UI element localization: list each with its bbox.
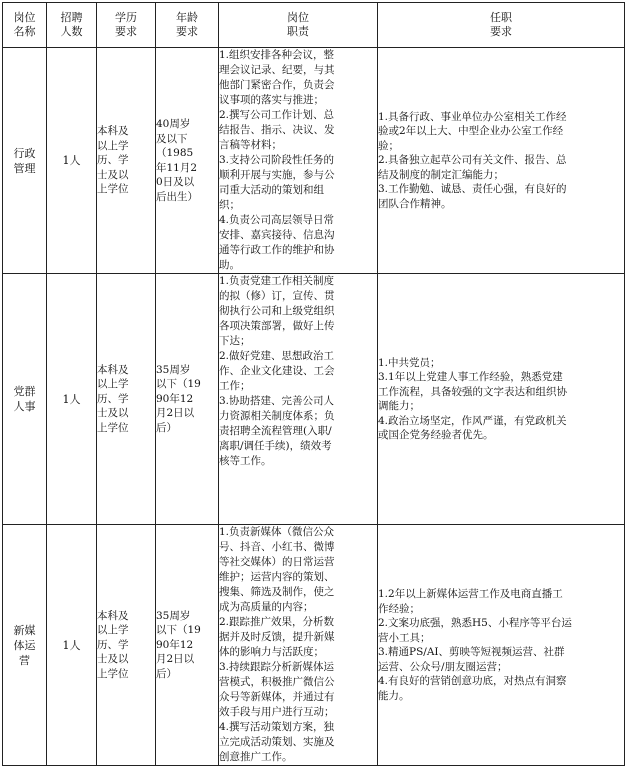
table-header-row	[3, 3, 625, 48]
text-line: 1.负责党建工作相关制度	[219, 275, 335, 287]
education-cell	[97, 274, 156, 525]
age-cell	[156, 274, 219, 525]
text-line: 搜集、筛选及制作，使之	[219, 586, 335, 598]
text-line: 上学位	[97, 421, 129, 434]
position-name	[3, 384, 46, 414]
text-line: 力资源相关制度体系；负	[219, 410, 335, 422]
text-line: 后）	[156, 667, 177, 680]
text-line: 工作流程，具备较强的文字表达和组织协	[378, 385, 567, 398]
text-line: 2.具备独立起草公司有关文件、报告、总	[378, 154, 567, 167]
text-line: 3.1年以上党建人事工作经验，熟悉党建	[378, 371, 563, 383]
text-line: 1.组织安排各种会议，整	[219, 49, 335, 61]
age-text	[156, 363, 218, 436]
headcount-value: 1人	[62, 638, 81, 652]
text-line: 35周岁	[156, 363, 191, 376]
text-line: 士及以	[97, 407, 129, 420]
text-line: 据并及时反馈，提升新媒	[219, 631, 335, 643]
text-line: 以上学	[97, 139, 129, 152]
text-line: 运营、公众号/朋友圈运营；	[378, 660, 508, 673]
age-text	[156, 117, 218, 204]
text-line: 新媒	[13, 623, 36, 637]
table-row	[3, 274, 625, 525]
text-line: 以下（19	[156, 624, 201, 637]
header-headcount: 招聘 人数	[47, 3, 97, 48]
text-line: 2.跟踪推广效果，分析数	[219, 616, 335, 628]
text-line: 结及制度的制定汇编能力；	[378, 168, 504, 181]
position-cell	[3, 274, 47, 525]
duties-text	[219, 525, 377, 765]
header-age: 年龄 要求	[156, 3, 219, 48]
text-line: 号、抖音、小红书、微博	[219, 541, 335, 553]
text-line: 的拟（修）订，宣传、贯	[219, 290, 335, 302]
text-line: 历、学	[97, 392, 129, 405]
text-line: 司重大活动的策划和组	[219, 184, 324, 196]
text-line: 3.精通PS/AI、剪映等短视频运营、社群	[378, 646, 565, 658]
header-duties: 岗位 职责	[219, 3, 378, 48]
text-line: 成为高质量的内容；	[219, 601, 314, 613]
text-line: 本科及	[97, 125, 129, 138]
text-line: 2.做好党建、思想政治工	[219, 350, 335, 362]
text-line: 下达；	[219, 335, 251, 347]
text-line: 团队合作精神。	[378, 197, 452, 210]
text-line: 理会议记录、纪要，与其	[219, 64, 335, 76]
text-line: 后）	[156, 421, 177, 434]
position-name	[3, 146, 46, 176]
text-line: 体的影响力与活跃度；	[219, 646, 324, 658]
text-line: 众号等新媒体，并通过有	[219, 691, 335, 703]
text-line: 历、学	[97, 638, 129, 651]
requirements-text	[378, 356, 624, 443]
text-line: 90年12	[156, 638, 194, 651]
education-text	[97, 124, 155, 197]
requirements-text	[378, 587, 624, 703]
text-line: 能力。	[378, 689, 410, 702]
position-cell	[3, 525, 47, 766]
headcount-cell	[47, 274, 97, 525]
text-line: 40周岁	[156, 118, 191, 130]
requirements-cell	[378, 274, 625, 525]
table-row	[3, 48, 625, 274]
header-position-name: 岗位 名称	[3, 3, 47, 48]
text-line: 责招聘全流程管理(入职/	[219, 425, 332, 437]
age-cell	[156, 525, 219, 766]
text-line: 3.支持公司阶段性任务的	[219, 154, 335, 166]
text-line: 营小工具；	[378, 631, 431, 644]
duties-text	[219, 274, 377, 469]
text-line: 结报告、指示、决议、发	[219, 124, 335, 136]
text-line: 后出生）	[156, 190, 198, 203]
text-line: 维护；运营内容的策划、	[219, 571, 335, 583]
text-line: 4.政治立场坚定，作风严谨，有党政机关	[378, 414, 567, 427]
text-line: 以上学	[97, 378, 129, 391]
text-line: 安排、嘉宾接待、信息沟	[219, 229, 335, 241]
header-education: 学历 要求	[97, 3, 156, 48]
text-line: 1.负责新媒体（微信公众	[219, 526, 335, 538]
text-line: 士及以	[97, 168, 129, 181]
text-line: 及以下	[156, 132, 188, 145]
duties-cell	[219, 274, 378, 525]
text-line: 2.文案功底强，熟悉H5、小程序等平台运	[378, 617, 572, 629]
text-line: 体运	[13, 638, 36, 652]
header-requirements: 任职 要求	[378, 3, 625, 48]
text-line: 35周岁	[156, 609, 191, 622]
text-line: 彻执行公司和上级党组织	[219, 305, 335, 317]
text-line: 90年12	[156, 392, 194, 405]
text-line: 助。	[219, 259, 240, 271]
text-line: 织；	[219, 199, 240, 211]
text-line: 以下（19	[156, 378, 201, 391]
text-line: 验或2年以上大、中型企业办公室工作经	[378, 125, 564, 138]
text-line: 人事	[13, 400, 36, 413]
recruitment-table	[2, 2, 625, 766]
text-line: 4.负责公司高层领导日常	[219, 214, 335, 226]
text-line: 1.中共党员；	[378, 356, 441, 369]
text-line: 管理	[13, 161, 36, 175]
text-line: 等社交媒体）的日常运营	[219, 556, 335, 568]
education-text	[97, 363, 155, 436]
text-line: 上学位	[97, 667, 129, 680]
text-line: 3.持续跟踪分析新媒体运	[219, 661, 335, 673]
text-line: 士及以	[97, 653, 129, 666]
text-line: 调能力；	[378, 400, 420, 412]
text-line: 本科及	[97, 363, 129, 376]
text-line: 2.撰写公司工作计划、总	[219, 109, 335, 121]
text-line: 或国企党务经验者优先。	[378, 429, 494, 441]
text-line: 3.工作勤勉、诚恳、责任心强，有良好的	[378, 183, 567, 196]
text-line: 党群	[13, 385, 36, 398]
text-line: 立完成活动策划、实施及	[219, 736, 335, 748]
text-line: 效手段与用户进行互动；	[219, 706, 335, 718]
text-line: 上学位	[97, 183, 129, 196]
text-line: 创意推广工作。	[219, 751, 293, 763]
text-line: 各项决策部署，做好上传	[219, 320, 335, 332]
requirements-cell	[378, 48, 625, 274]
headcount-value: 1人	[62, 154, 81, 167]
text-line: 作经验；	[378, 602, 420, 615]
text-line: 离职/调任手续)，绩效考	[219, 440, 332, 452]
text-line: 顺利开展与实施，参与公	[219, 169, 335, 181]
age-text	[156, 609, 218, 682]
text-line: （1985	[156, 147, 194, 159]
text-line: 1.2年以上新媒体运营工作及电商直播工	[378, 588, 563, 600]
duties-cell	[219, 525, 378, 766]
text-line: 他部门紧密合作，负责会	[219, 79, 335, 91]
text-line: 通等行政工作的维护和协	[219, 244, 335, 256]
age-cell	[156, 48, 219, 274]
text-line: 本科及	[97, 609, 129, 622]
position-cell	[3, 48, 47, 274]
requirements-text	[378, 110, 624, 212]
requirements-cell	[378, 525, 625, 766]
education-cell	[97, 525, 156, 766]
education-cell	[97, 48, 156, 274]
position-name	[3, 623, 46, 668]
text-line: 营模式，积极推广微信公	[219, 676, 335, 688]
text-line: 言稿等材料；	[219, 139, 282, 151]
text-line: 月2日以	[156, 407, 195, 420]
text-line: 以上学	[97, 624, 129, 637]
duties-text	[219, 48, 377, 273]
headcount-value: 1人	[62, 392, 81, 406]
text-line: 月2日以	[156, 653, 195, 666]
text-line: 议事项的落实与推进；	[219, 94, 324, 106]
text-line: 4.有良好的营销创意功底，对热点有洞察	[378, 675, 567, 687]
duties-cell	[219, 48, 378, 274]
text-line: 历、学	[97, 154, 129, 167]
headcount-cell	[47, 48, 97, 274]
text-line: 3.协助搭建、完善公司人	[219, 395, 335, 407]
text-line: 1.具备行政、事业单位办公室相关工作经	[378, 110, 567, 123]
text-line: 工作；	[219, 380, 251, 392]
text-line: 4.撰写活动策划方案，独	[219, 721, 335, 733]
text-line: 行政	[13, 146, 36, 160]
table-row	[3, 525, 625, 766]
text-line: 0日及以	[156, 176, 195, 188]
education-text	[97, 609, 155, 682]
text-line: 年11月2	[156, 161, 198, 174]
text-line: 核等工作。	[219, 455, 272, 467]
text-line: 验；	[378, 139, 399, 152]
text-line: 营	[19, 653, 30, 667]
text-line: 作、企业文化建设、工会	[219, 365, 335, 377]
headcount-cell	[47, 525, 97, 766]
